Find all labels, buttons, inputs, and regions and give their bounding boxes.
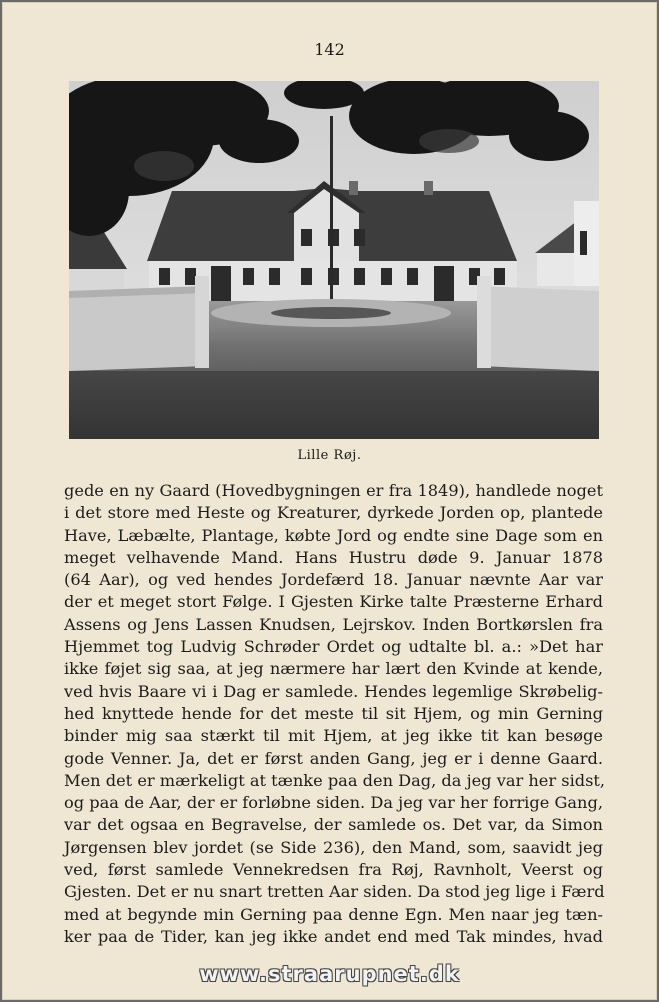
text-line: der et meget stort Følge. I Gjesten Kirke talte Præsterne Erhard	[64, 592, 603, 612]
text-line: ved hvis Baare vi i Dag er samlede. Hendes legemlige Skrøbelig-	[64, 681, 603, 701]
text-line: hed knyttede hende for det meste til sit Hjem, og min Gerning	[64, 703, 603, 723]
farmhouse-photo	[69, 81, 599, 439]
text-line: var det ogsaa en Begravelse, der samlede os. Det var, da Simon	[64, 815, 603, 835]
text-line: med at begynde min Gerning paa denne Egn. Men naar jeg tæn-	[64, 904, 603, 924]
text-line: ker paa de Tider, kan jeg ikke andet end med Tak mindes, hvad	[64, 926, 603, 946]
text-line: Have, Læbælte, Plantage, købte Jord og endte sine Dage som en	[64, 525, 603, 545]
text-line: gode Venner. Ja, det er først anden Gang, jeg er i denne Gaard.	[64, 748, 603, 768]
text-line: (64 Aar), og ved hendes Jordefærd 18. Januar nævnte Aar var	[64, 570, 603, 590]
text-line: i det store med Heste og Kreaturer, dyrkede Jorden op, plantede	[64, 503, 603, 523]
text-line: Gjesten. Det er nu snart tretten Aar siden. Da stod jeg lige i Færd	[64, 882, 605, 902]
book-page	[2, 2, 657, 1000]
text-line: og paa de Aar, der er forløbne siden. Da jeg var her forrige Gang,	[64, 793, 603, 813]
text-line: Hjemmet tog Ludvig Schrøder Ordet og udtalte bl. a.: »Det har	[64, 637, 603, 657]
page-number: 142	[314, 40, 345, 59]
text-line: ved, først samlede Vennekredsen fra Røj, Ravnholt, Veerst og	[64, 860, 603, 880]
text-line: meget velhavende Mand. Hans Hustru døde 9. Januar 1878	[64, 547, 603, 567]
watermark: www.straarupnet.dk	[199, 962, 460, 986]
text-line: binder mig saa stærkt til mit Hjem, at jeg ikke tit kan besøge	[64, 726, 603, 746]
text-line: Assens og Jens Lassen Knudsen, Lejrskov. Inden Bortkørslen fra	[64, 614, 603, 634]
body-text	[64, 480, 606, 948]
text-line: gede en ny Gaard (Hovedbygningen er fra 1849), handlede noget	[64, 481, 603, 500]
text-line: Jørgensen blev jordet (se Side 236), den Mand, som, saavidt jeg	[64, 837, 603, 857]
farmhouse-illustration	[69, 81, 599, 439]
photo-caption: Lille Røj.	[297, 448, 362, 463]
text-line: Men det er mærkeligt at tænke paa den Dag, da jeg var her sidst,	[64, 770, 606, 790]
text-line: ikke føjet sig saa, at jeg nærmere har lært den Kvinde at kende,	[64, 659, 603, 679]
